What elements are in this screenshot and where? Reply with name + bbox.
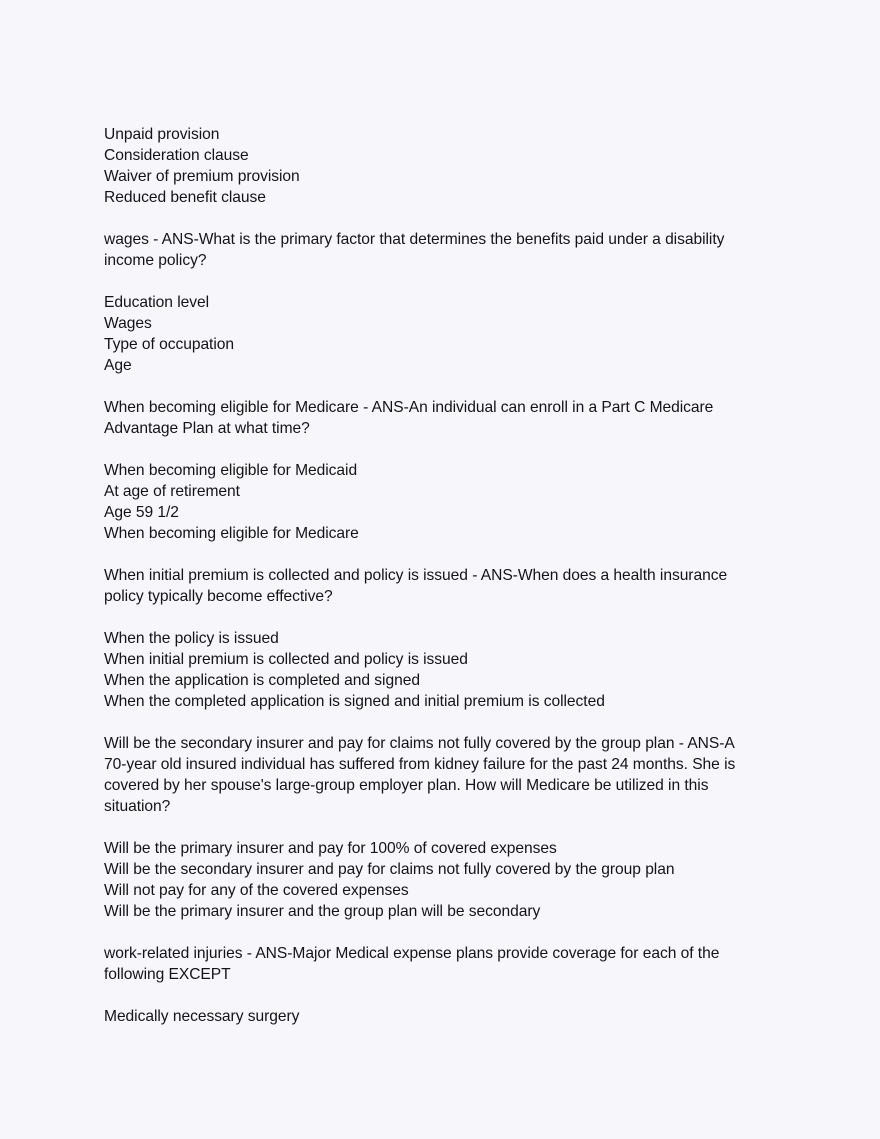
- option-line: Type of occupation: [104, 336, 235, 353]
- paragraph-gap: [104, 376, 764, 397]
- question-line: work-related injuries - ANS-Major Medical expense plans provide coverage for each of the: [104, 945, 720, 962]
- paragraph-gap: [104, 817, 764, 838]
- paragraph-gap: [104, 712, 764, 733]
- option-line: Age 59 1/2: [104, 504, 179, 521]
- option-line: When initial premium is collected and policy is issued: [104, 651, 468, 668]
- question-line: Will be the secondary insurer and pay for claims not fully covered by the group plan - ANS-A: [104, 735, 735, 752]
- q5-question: [104, 733, 764, 817]
- question-line: following EXCEPT: [104, 966, 231, 983]
- option-line: Consideration clause: [104, 147, 249, 164]
- question-line: When initial premium is collected and policy is issued - ANS-When does a health insurance: [104, 567, 728, 584]
- option-line: Will be the secondary insurer and pay for claims not fully covered by the group plan: [104, 861, 675, 878]
- paragraph-gap: [104, 208, 764, 229]
- option-line: Will not pay for any of the covered expenses: [104, 882, 409, 899]
- q2-options: [104, 292, 764, 376]
- option-line: When the policy is issued: [104, 630, 279, 647]
- q5-options: [104, 838, 764, 922]
- option-line: Education level: [104, 294, 210, 311]
- paragraph-gap: [104, 439, 764, 460]
- option-line: Medically necessary surgery: [104, 1008, 300, 1025]
- option-line: Will be the primary insurer and pay for 100% of covered expenses: [104, 840, 557, 857]
- option-line: Reduced benefit clause: [104, 189, 266, 206]
- paragraph-gap: [104, 544, 764, 565]
- q4-question: [104, 565, 764, 607]
- option-line: Unpaid provision: [104, 126, 220, 143]
- q2-question: [104, 229, 764, 271]
- q1-options: [104, 124, 764, 208]
- option-line: When becoming eligible for Medicare: [104, 525, 359, 542]
- question-line: situation?: [104, 798, 171, 815]
- question-line: 70-year old insured individual has suffered from kidney failure for the past 24 months. She is: [104, 756, 736, 773]
- paragraph-gap: [104, 985, 764, 1006]
- option-line: At age of retirement: [104, 483, 240, 500]
- question-line: covered by her spouse's large-group employer plan. How will Medicare be utilized in this: [104, 777, 709, 794]
- q3-options: [104, 460, 764, 544]
- paragraph-gap: [104, 271, 764, 292]
- q6-question: [104, 943, 764, 985]
- option-line: Age: [104, 357, 132, 374]
- question-line: Advantage Plan at what time?: [104, 420, 310, 437]
- option-line: When the completed application is signed and initial premium is collected: [104, 693, 605, 710]
- document-page: [104, 124, 764, 1027]
- option-line: Will be the primary insurer and the group plan will be secondary: [104, 903, 541, 920]
- paragraph-gap: [104, 922, 764, 943]
- question-line: wages - ANS-What is the primary factor that determines the benefits paid under a disability: [104, 231, 725, 248]
- option-line: When becoming eligible for Medicaid: [104, 462, 358, 479]
- question-line: When becoming eligible for Medicare - ANS-An individual can enroll in a Part C Medicare: [104, 399, 714, 416]
- question-line: policy typically become effective?: [104, 588, 333, 605]
- q4-options: [104, 628, 764, 712]
- paragraph-gap: [104, 607, 764, 628]
- question-line: income policy?: [104, 252, 207, 269]
- q6-options: [104, 1006, 764, 1027]
- option-line: Wages: [104, 315, 152, 332]
- q3-question: [104, 397, 764, 439]
- option-line: When the application is completed and signed: [104, 672, 420, 689]
- option-line: Waiver of premium provision: [104, 168, 300, 185]
